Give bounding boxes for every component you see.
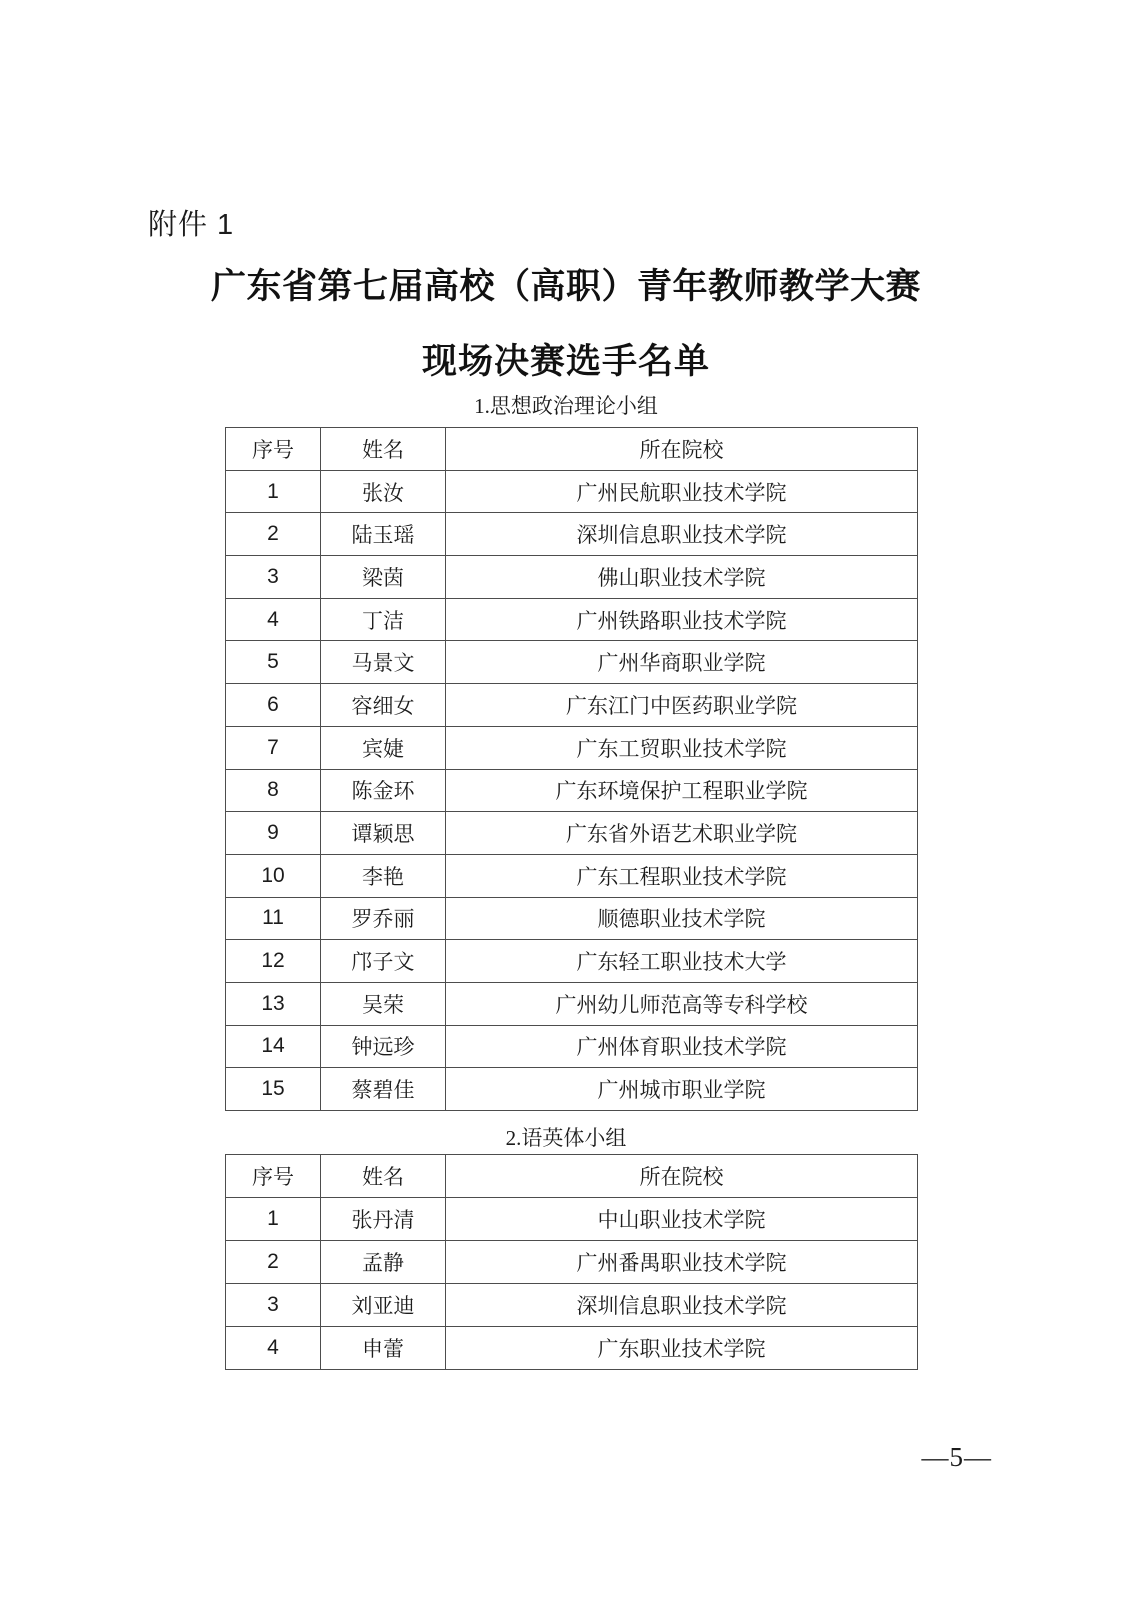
col-header-school: 所在院校 [446,428,918,471]
row-name-cell: 刘亚迪 [321,1284,446,1327]
row-school-cell: 深圳信息职业技术学院 [446,1284,918,1327]
page-number: —5— [921,1442,992,1472]
row-index-cell: 1 [226,470,321,513]
row-index-cell: 15 [226,1068,321,1111]
row-name-cell: 张汝 [321,470,446,513]
table-row [226,1327,918,1370]
row-school-cell: 顺德职业技术学院 [446,897,918,940]
row-school-cell: 中山职业技术学院 [446,1198,918,1241]
row-name-cell: 邝子文 [321,940,446,983]
roster-table-group2 [225,1154,918,1370]
roster-table-group1 [225,427,918,1111]
row-index-cell: 13 [226,982,321,1025]
table-row [226,470,918,513]
row-index-cell: 11 [226,897,321,940]
row-name-cell: 陆玉瑶 [321,513,446,556]
section-title-group2: 2.语英体小组 [505,1126,627,1150]
row-school-cell: 广州番禺职业技术学院 [446,1241,918,1284]
table-row [226,641,918,684]
row-school-cell: 广州铁路职业技术学院 [446,598,918,641]
row-index-cell: 12 [226,940,321,983]
table-row [226,1241,918,1284]
table-row [226,1284,918,1327]
col-header-school: 所在院校 [446,1155,918,1198]
table-row [226,897,918,940]
table-row [226,1198,918,1241]
row-school-cell: 广东工贸职业技术学院 [446,726,918,769]
row-name-cell: 马景文 [321,641,446,684]
table-row [226,556,918,599]
table-row [226,940,918,983]
row-name-cell: 陈金环 [321,769,446,812]
col-header-index: 序号 [226,428,321,471]
row-name-cell: 张丹清 [321,1198,446,1241]
row-name-cell: 丁洁 [321,598,446,641]
table-row [226,1068,918,1111]
col-header-name: 姓名 [321,1155,446,1198]
row-index-cell: 9 [226,812,321,855]
row-school-cell: 广东江门中医药职业学院 [446,684,918,727]
table-row [226,684,918,727]
row-index-cell: 2 [226,513,321,556]
table-row [226,812,918,855]
row-name-cell: 蔡碧佳 [321,1068,446,1111]
row-index-cell: 2 [226,1241,321,1284]
row-school-cell: 广东工程职业技术学院 [446,854,918,897]
document-title-line1: 广东省第七届高校（高职）青年教师教学大赛 [210,267,921,306]
row-name-cell: 吴荣 [321,982,446,1025]
row-name-cell: 李艳 [321,854,446,897]
row-school-cell: 广东轻工职业技术大学 [446,940,918,983]
row-name-cell: 宾婕 [321,726,446,769]
document-title-line2: 现场决赛选手名单 [421,342,710,381]
row-name-cell: 罗乔丽 [321,897,446,940]
row-index-cell: 8 [226,769,321,812]
row-index-cell: 7 [226,726,321,769]
col-header-index: 序号 [226,1155,321,1198]
row-index-cell: 5 [226,641,321,684]
table-row [226,769,918,812]
section-title-group1: 1.思想政治理论小组 [474,394,658,418]
row-name-cell: 孟静 [321,1241,446,1284]
row-school-cell: 广州民航职业技术学院 [446,470,918,513]
table-row [226,598,918,641]
row-school-cell: 广东省外语艺术职业学院 [446,812,918,855]
row-school-cell: 深圳信息职业技术学院 [446,513,918,556]
row-name-cell: 梁茵 [321,556,446,599]
row-index-cell: 4 [226,598,321,641]
row-index-cell: 3 [226,556,321,599]
row-index-cell: 1 [226,1198,321,1241]
row-index-cell: 6 [226,684,321,727]
row-school-cell: 佛山职业技术学院 [446,556,918,599]
row-name-cell: 容细女 [321,684,446,727]
attachment-label: 附件 1 [148,209,235,241]
row-school-cell: 广东环境保护工程职业学院 [446,769,918,812]
row-school-cell: 广东职业技术学院 [446,1327,918,1370]
row-index-cell: 3 [226,1284,321,1327]
table-row [226,513,918,556]
table-row [226,726,918,769]
row-name-cell: 钟远珍 [321,1025,446,1068]
row-index-cell: 14 [226,1025,321,1068]
table-header-row [226,428,918,471]
col-header-name: 姓名 [321,428,446,471]
row-index-cell: 4 [226,1327,321,1370]
row-name-cell: 谭颖思 [321,812,446,855]
row-school-cell: 广州幼儿师范高等专科学校 [446,982,918,1025]
row-name-cell: 申蕾 [321,1327,446,1370]
table-row [226,982,918,1025]
row-school-cell: 广州华商职业学院 [446,641,918,684]
table-row [226,1025,918,1068]
row-index-cell: 10 [226,854,321,897]
table-header-row [226,1155,918,1198]
row-school-cell: 广州体育职业技术学院 [446,1025,918,1068]
row-school-cell: 广州城市职业学院 [446,1068,918,1111]
table-row [226,854,918,897]
